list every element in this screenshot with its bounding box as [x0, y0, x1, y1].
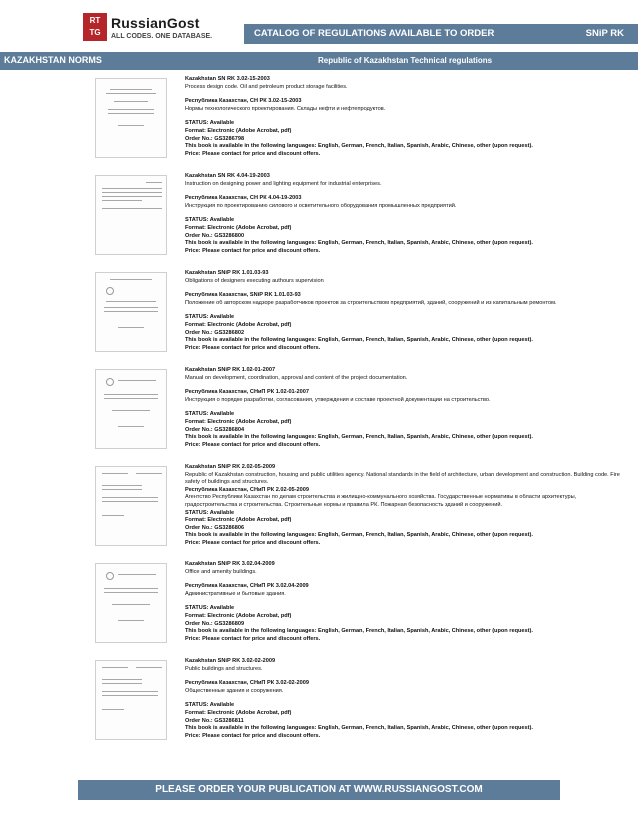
document-cover-thumbnail[interactable] — [95, 563, 167, 643]
entry-description-ru: Нормы технологического проектирования. Склады нефти и нефтепродуктов. — [185, 105, 386, 112]
entry-price: Price: Please contact for price and discount offers. — [185, 635, 321, 642]
entry-format: Format: Electronic (Adobe Acrobat, pdf) — [185, 321, 292, 328]
entry-order-number: Order No.: GS3286804 — [185, 426, 245, 433]
entry-details — [185, 270, 630, 352]
entry-languages: This book is available in the following languages: English, German, French, Italian, Spanish, Arabic, Chinese, other (upon request). — [185, 532, 533, 539]
entry-status: STATUS: Available — [185, 509, 235, 516]
document-cover-thumbnail[interactable] — [95, 78, 167, 158]
entry-languages: This book is available in the following languages: English, German, French, Italian, Spanish, Arabic, Chinese, other (upon request). — [185, 434, 533, 441]
entry-languages: This book is available in the following languages: English, German, French, Italian, Spanish, Arabic, Chinese, other (upon request). — [185, 725, 533, 732]
entry-code-ru: Республика Казахстан, СН РК 3.02-15-2003 — [185, 98, 302, 105]
entry-description-ru: Агентство Республики Казахстан по делам строительства и жилищно-коммунального хозяйства. Государственные нормативы в области архитектуры, градостроительства и строительства. Строительные нормы и правила РК. Пожарная безопасность зданий и сооружений. — [185, 494, 577, 508]
entry-status: STATUS: Available — [185, 605, 235, 612]
entry-description-ru: Инструкция по проектированию силового и осветительного оборудования промышленных предприятий. — [185, 202, 457, 209]
entry-format: Format: Electronic (Adobe Acrobat, pdf) — [185, 127, 292, 134]
entry-price: Price: Please contact for price and discount offers. — [185, 150, 321, 157]
entry-order-number: Order No.: GS3286798 — [185, 135, 245, 142]
entry-languages: This book is available in the following languages: English, German, French, Italian, Spanish, Arabic, Chinese, other (upon request). — [185, 337, 533, 344]
series-label: SNiP RK — [585, 28, 624, 39]
entry-description-ru: Административные и бытовые здания. — [185, 590, 286, 597]
entry-code-ru: Республика Казахстан, СНиП РК 2.02-05-2009 — [185, 486, 309, 493]
entry-details — [185, 464, 630, 548]
entry-details — [185, 561, 630, 643]
entry-code-ru: Республика Казахстан, СНиП РК 3.02.04-2009 — [185, 583, 309, 590]
entry-order-number: Order No.: GS3286802 — [185, 329, 245, 336]
entry-price: Price: Please contact for price and discount offers. — [185, 539, 321, 546]
entry-code: Kazakhstan SNiP RK 3.02-02-2009 — [185, 658, 276, 664]
section-subtitle: Republic of Kazakhstan Technical regulations — [318, 56, 493, 65]
entry-order-number: Order No.: GS3286800 — [185, 232, 245, 239]
entry-status: STATUS: Available — [185, 314, 235, 321]
document-cover-thumbnail[interactable] — [95, 369, 167, 449]
entry-details — [185, 367, 630, 449]
entry-description: Obligations of designers executing authours supervision — [185, 277, 324, 284]
entry-code: Kazakhstan SNiP RK 1.02-01-2007 — [185, 367, 276, 373]
entry-code-ru: Республика Казахстан, SNiP RK 1.01.03-93 — [185, 292, 301, 299]
entry-order-number: Order No.: GS3286806 — [185, 524, 245, 531]
entry-description: Office and amenity buildings. — [185, 568, 257, 575]
entry-price: Price: Please contact for price and discount offers. — [185, 732, 321, 739]
entry-languages: This book is available in the following languages: English, German, French, Italian, Spanish, Arabic, Chinese, other (upon request). — [185, 240, 533, 247]
entry-status: STATUS: Available — [185, 702, 235, 709]
entry-price: Price: Please contact for price and discount offers. — [185, 441, 321, 448]
brand-tagline: ALL CODES. ONE DATABASE. — [111, 33, 213, 40]
entry-status: STATUS: Available — [185, 120, 235, 127]
logo-letters-top: RT — [89, 16, 101, 25]
entry-price: Price: Please contact for price and discount offers. — [185, 247, 321, 254]
catalog-title: CATALOG OF REGULATIONS AVAILABLE TO ORDER — [254, 28, 495, 39]
entry-description: Public buildings and structures. — [185, 665, 263, 672]
entry-code-ru: Республика Казахстан, СНиП РК 3.02-02-2009 — [185, 680, 309, 687]
russiangost-logo[interactable] — [83, 13, 243, 47]
entry-details — [185, 173, 630, 255]
entry-description: Republic of Kazakhstan construction, housing and public utilities agency. National standards in the field of architecture, urban development and construction. Building code. Fire safety of buildings and structures. — [185, 471, 620, 486]
entry-code-ru: Республика Казахстан, СНиП РК 1.02-01-2007 — [185, 389, 309, 396]
entry-details — [185, 76, 630, 158]
entry-description: Process design code. Oil and petroleum product storage facilities. — [185, 83, 348, 90]
logo-letters-bottom: TG — [89, 28, 101, 37]
entry-order-number: Order No.: GS3286809 — [185, 620, 245, 627]
entry-description: Manual on development, coordination, approval and content of the project documentation. — [185, 374, 408, 381]
page-header — [0, 0, 638, 52]
entry-code: Kazakhstan SNiP RK 3.02.04-2009 — [185, 561, 275, 567]
entry-order-number: Order No.: GS3286811 — [185, 717, 244, 724]
entry-format: Format: Electronic (Adobe Acrobat, pdf) — [185, 612, 292, 619]
entry-code-ru: Республика Казахстан, СН РК 4.04-19-2003 — [185, 195, 302, 202]
entry-format: Format: Electronic (Adobe Acrobat, pdf) — [185, 709, 292, 716]
document-cover-thumbnail[interactable] — [95, 466, 167, 546]
entry-description-ru: Инструкция о порядке разработки, согласования, утверждения и составе проектной документации на строительство. — [185, 396, 491, 403]
entry-languages: This book is available in the following languages: English, German, French, Italian, Spanish, Arabic, Chinese, other (upon request). — [185, 143, 533, 150]
entry-languages: This book is available in the following languages: English, German, French, Italian, Spanish, Arabic, Chinese, other (upon request). — [185, 628, 533, 635]
logo-mark-icon — [83, 13, 107, 41]
document-cover-thumbnail[interactable] — [95, 660, 167, 740]
entry-code: Kazakhstan SN RK 3.02-15-2003 — [185, 76, 270, 82]
entry-format: Format: Electronic (Adobe Acrobat, pdf) — [185, 517, 292, 524]
document-cover-thumbnail[interactable] — [95, 272, 167, 352]
section-title: KAZAKHSTAN NORMS — [4, 55, 102, 65]
section-bar — [0, 52, 638, 70]
entry-code: Kazakhstan SN RK 4.04-19-2003 — [185, 173, 270, 179]
order-footer-link[interactable]: PLEASE ORDER YOUR PUBLICATION AT WWW.RUSSIANGOST.COM — [78, 780, 560, 800]
brand-name: RussianGost — [111, 15, 200, 31]
catalog-band — [244, 24, 638, 44]
entry-code: Kazakhstan SNiP RK 2.02-05-2009 — [185, 464, 276, 470]
entry-status: STATUS: Available — [185, 411, 235, 418]
entry-description-ru: Положение об авторском надзоре разработчиков проектов за строительством предприятий, зданий, сооружений и из капитальным ремонтом. — [185, 299, 557, 306]
entry-details — [185, 658, 630, 740]
entry-status: STATUS: Available — [185, 217, 235, 224]
entry-description-ru: Общественные здания и сооружения. — [185, 687, 284, 694]
document-cover-thumbnail[interactable] — [95, 175, 167, 255]
entry-format: Format: Electronic (Adobe Acrobat, pdf) — [185, 418, 292, 425]
entry-price: Price: Please contact for price and discount offers. — [185, 344, 321, 351]
entry-format: Format: Electronic (Adobe Acrobat, pdf) — [185, 224, 292, 231]
entry-code: Kazakhstan SNiP RK 1.01.03-93 — [185, 270, 269, 276]
entry-description: Instruction on designing power and lighting equipment for industrial enterprises. — [185, 180, 382, 187]
